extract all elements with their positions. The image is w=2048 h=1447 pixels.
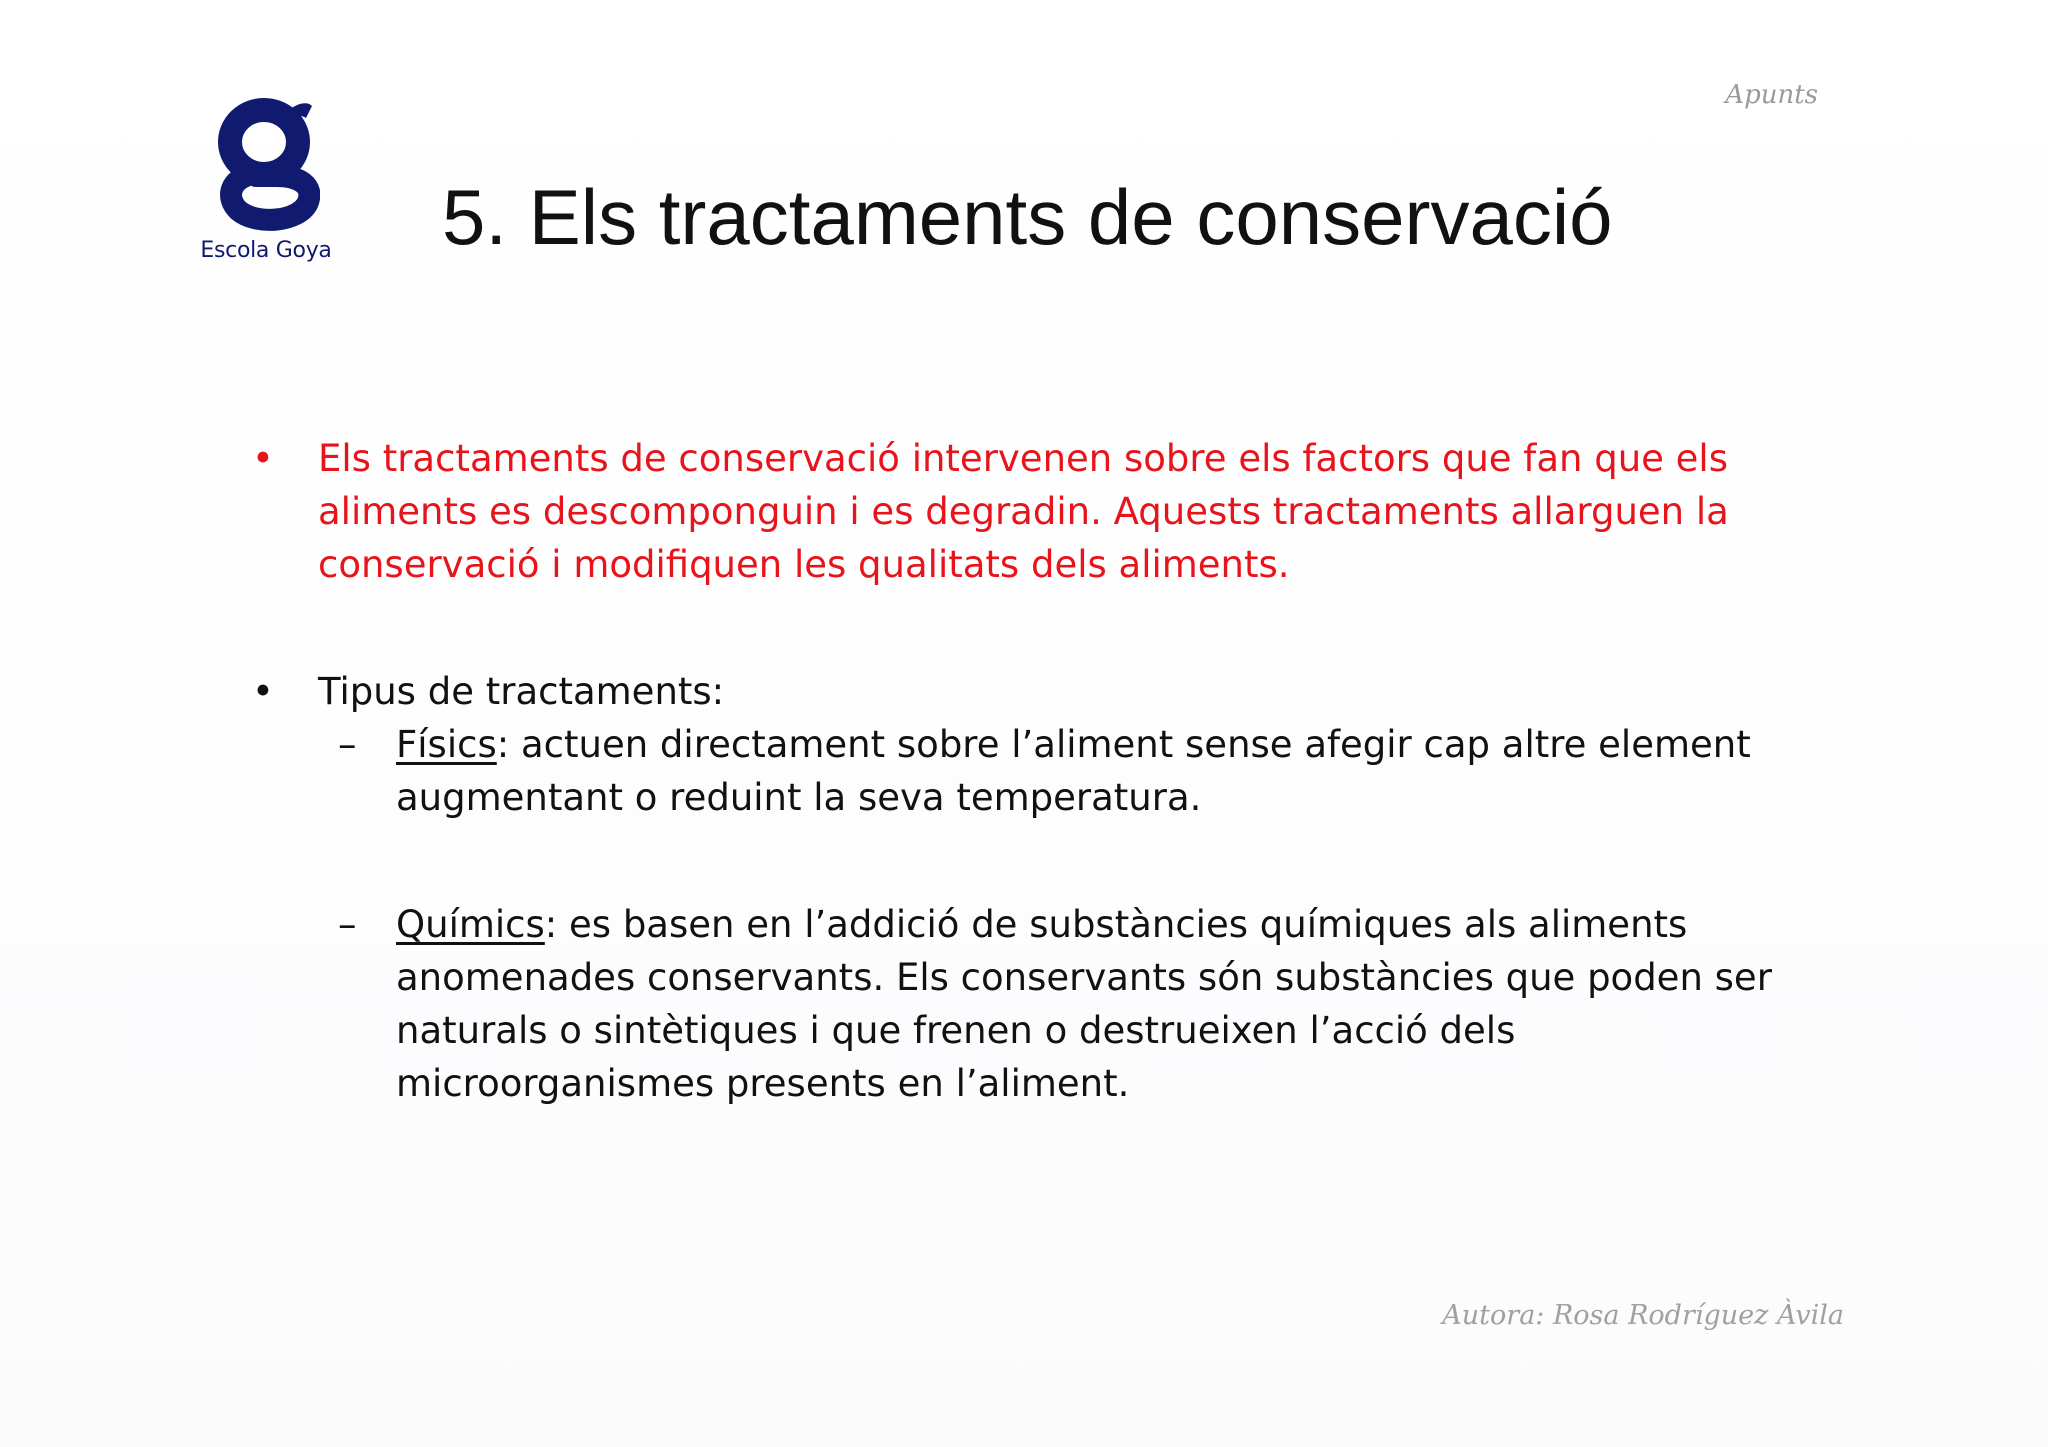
goya-g-icon	[216, 96, 320, 236]
dash-marker: –	[338, 903, 357, 946]
school-name: Escola Goya	[200, 238, 332, 263]
corner-label: Apunts	[1725, 80, 1818, 110]
sub-item	[252, 898, 1812, 1110]
dash-marker: –	[338, 723, 357, 766]
author-footer: Autora: Rosa Rodríguez Àvila	[1442, 1300, 1844, 1331]
sub-item-text: : actuen directament sobre l’aliment sense afegir cap altre element augmentant o reduint la seva temperatura.	[396, 723, 1751, 819]
sub-item	[252, 718, 1812, 824]
sub-item-term: Químics	[396, 903, 545, 946]
slide-body	[252, 432, 1812, 1110]
bullet-marker: •	[252, 670, 274, 713]
sub-item-text: : es basen en l’addició de substàncies químiques als aliments anomenades conservants. Els conservants són substàncies que poden ser naturals o sintètiques i que frenen o destrueixen l’acció dels microorganismes presents en l’aliment.	[396, 903, 1772, 1105]
bullet-text: Els tractaments de conservació intervenen sobre els factors que fan que els aliments es descomponguin i es degradin. Aquests tractaments allarguen la conservació i modifiquen les qualitats dels aliments.	[318, 437, 1729, 586]
slide-title: 5. Els tractaments de conservació	[442, 173, 1613, 261]
bullet-marker: •	[252, 437, 274, 480]
bullet-item	[252, 665, 1812, 718]
bullet-item	[252, 432, 1812, 591]
school-logo	[196, 96, 346, 276]
sub-item-term: Físics	[396, 723, 497, 766]
bullet-text: Tipus de tractaments:	[318, 670, 725, 713]
